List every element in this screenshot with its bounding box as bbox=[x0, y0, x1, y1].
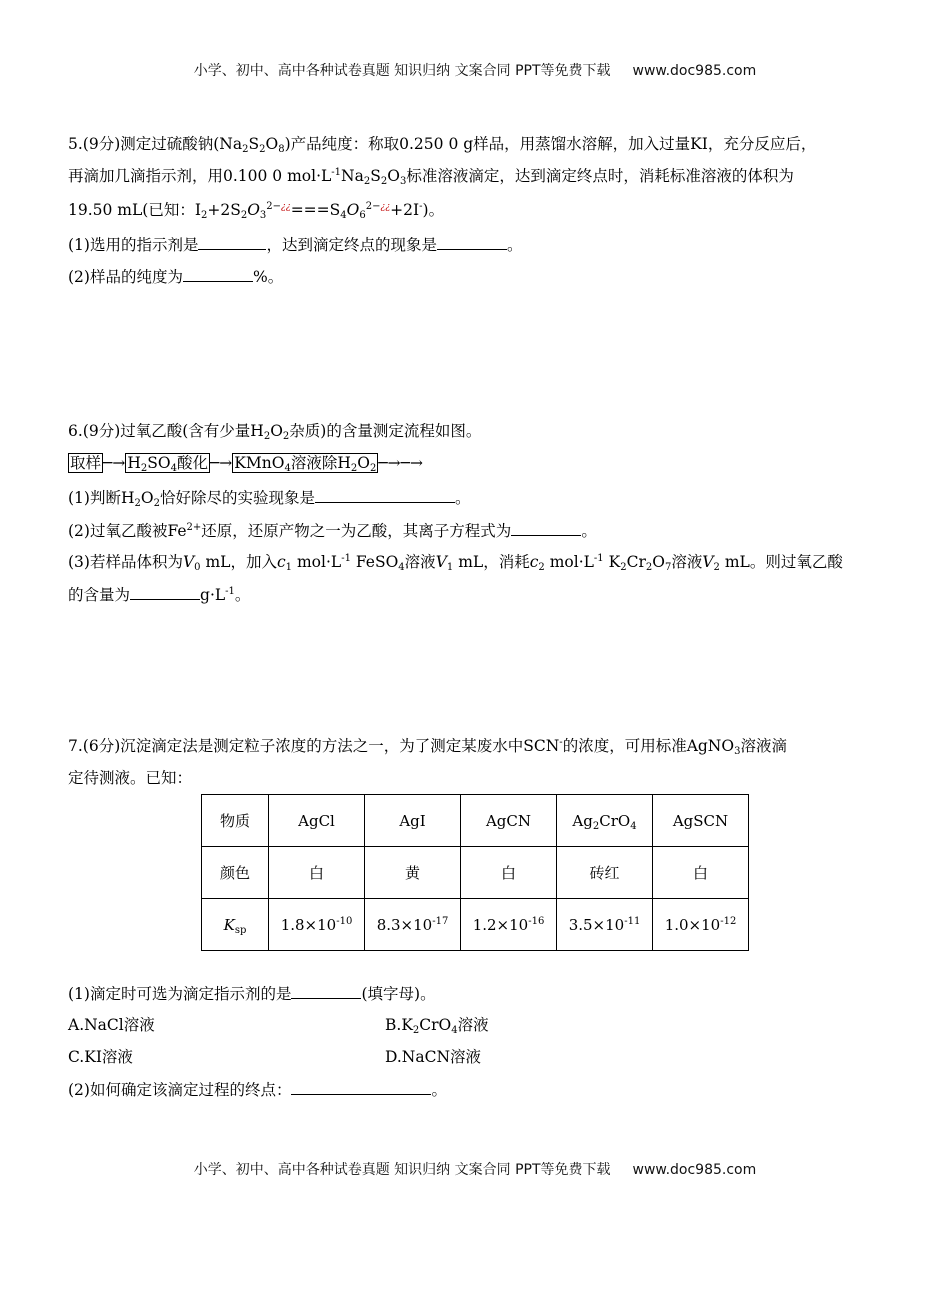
footer-site[interactable]: www.doc985.com bbox=[632, 1162, 757, 1178]
flow-arrow-1: ─→ bbox=[103, 454, 126, 472]
q6-answer-blank-1[interactable] bbox=[315, 487, 455, 503]
q6-answer-blank-2[interactable] bbox=[511, 520, 581, 536]
table-cell: 砖红 bbox=[557, 847, 653, 899]
page-header bbox=[0, 60, 950, 80]
q5-answer-blank-purity[interactable] bbox=[183, 266, 253, 282]
q7-answer-blank-2[interactable] bbox=[291, 1079, 431, 1095]
q6-part1: (1)判断$H_2O_2$恰好除尽的实验现象是 。 bbox=[68, 489, 471, 509]
table-cell: 黄 bbox=[365, 847, 461, 899]
table-cell: AgSCN bbox=[653, 795, 749, 847]
q5-answer-blank-endpoint[interactable] bbox=[437, 234, 507, 250]
q7-answer-blank-1[interactable] bbox=[291, 983, 361, 999]
q7-option-d[interactable]: D.NaCN溶液 bbox=[385, 1048, 482, 1066]
q5-answer-blank-indicator[interactable] bbox=[198, 234, 266, 250]
table-cell: AgCN bbox=[461, 795, 557, 847]
q6-part3-line2: 的含量为 $g\cdot L^{-1}$。 bbox=[68, 586, 251, 604]
q7-part2: (2)如何确定该滴定过程的终点： 。 bbox=[68, 1081, 447, 1099]
row-label-color: 颜色 bbox=[202, 847, 269, 899]
q5-part2: (2)样品的纯度为 %。 bbox=[68, 268, 284, 286]
table-cell: 白 bbox=[269, 847, 365, 899]
page-footer bbox=[0, 1159, 950, 1179]
table-cell: AgCl bbox=[269, 795, 365, 847]
flow-step-sample: 取样 bbox=[70, 454, 102, 472]
table-cell: $1.2\times 10^{-16}$ bbox=[461, 899, 557, 951]
table-cell: $1.0\times 10^{-12}$ bbox=[653, 899, 749, 951]
q5-line2: 再滴加几滴指示剂，用0.100 0 $mol\cdot L^{-1}Na_2S_2O_3$标准溶液滴定，达到滴定终点时，消耗标准溶液的体积为 bbox=[68, 167, 794, 187]
flow-step-acidify: $H_2SO_4$酸化 bbox=[127, 454, 208, 474]
q7-option-c[interactable]: C.KI溶液 bbox=[68, 1048, 133, 1066]
q6-part3: (3)若样品体积为$V_0$ mL，加入$c_1$ $mol\cdot L^{-1}$ FeSO$_4$溶液$V_1$ mL，消耗$c_2$ $mol\cdot L^{-1}$ $K_2Cr_2O_7$溶液$V_2$ mL。则过氧乙酸 bbox=[68, 553, 843, 573]
table-row bbox=[202, 847, 749, 899]
q7-option-b[interactable]: $B.K_2CrO_4$溶液 bbox=[385, 1016, 489, 1036]
q6-intro: 6.(9分)过氧乙酸(含有少量$H_2O_2$杂质)的含量测定流程如图。 bbox=[68, 422, 482, 442]
table-cell: AgI bbox=[365, 795, 461, 847]
flow-step-remove-h2o2: KMnO$_4$溶液除$H_2O_2$ bbox=[234, 454, 377, 474]
flow-arrow-2: ─→ bbox=[209, 454, 233, 472]
row-label-ksp: $K_{sp}$ bbox=[202, 899, 269, 951]
q7-intro: 7.(6分)沉淀滴定法是测定粒子浓度的方法之一，为了测定某废水中SCN-的浓度，可用标准AgNO$_3$溶液滴 bbox=[68, 737, 787, 757]
header-text: 小学、初中、高中各种试卷真题 知识归纳 文案合同 PPT等免费下载 bbox=[193, 63, 611, 79]
table-row bbox=[202, 899, 749, 951]
q6-flowchart bbox=[68, 453, 423, 473]
table-cell: $1.8\times 10^{-10}$ bbox=[269, 899, 365, 951]
table-cell: $Ag_2CrO_4$ bbox=[557, 795, 653, 847]
row-label-substance: 物质 bbox=[202, 795, 269, 847]
q5-part1: (1)选用的指示剂是 ，达到滴定终点的现象是 。 bbox=[68, 236, 523, 254]
flow-arrow-tail: ─→─→ bbox=[378, 454, 423, 472]
table-row bbox=[202, 795, 749, 847]
table-cell: $3.5\times 10^{-11}$ bbox=[557, 899, 653, 951]
q7-part1: (1)滴定时可选为滴定指示剂的是 (填字母)。 bbox=[68, 985, 436, 1003]
q5-intro: 5.(9分)测定过硫酸钠$(Na_2S_2O_8)$产品纯度：称取0.250 0 g样品，用蒸馏水溶解，加入过量KI，充分反应后， bbox=[68, 135, 817, 155]
footer-text: 小学、初中、高中各种试卷真题 知识归纳 文案合同 PPT等免费下载 bbox=[193, 1162, 611, 1178]
q6-answer-blank-3[interactable] bbox=[130, 584, 200, 600]
ksp-table bbox=[201, 794, 749, 951]
table-cell: $8.3\times 10^{-17}$ bbox=[365, 899, 461, 951]
table-cell: 白 bbox=[461, 847, 557, 899]
q7-intro-line2: 定待测液。已知： bbox=[68, 769, 193, 787]
header-site[interactable]: www.doc985.com bbox=[632, 63, 757, 79]
q7-option-a[interactable]: A.NaCl溶液 bbox=[68, 1016, 155, 1034]
q6-part2: (2)过氧乙酸被$Fe^{2+}$还原，还原产物之一为乙酸，其离子方程式为 。 bbox=[68, 522, 597, 540]
q5-equation: 19.50 mL(已知：$I_2+2S_2O_3^{2-¿¿}===S_4O_6^{2-¿¿}+2I^-$)。 bbox=[68, 201, 445, 221]
table-cell: 白 bbox=[653, 847, 749, 899]
